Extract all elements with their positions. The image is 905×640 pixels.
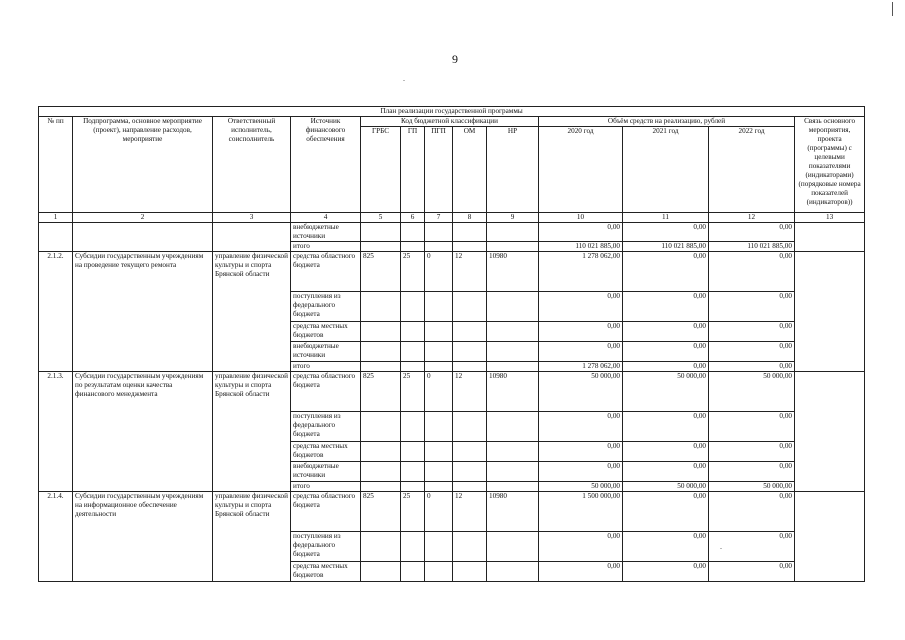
scan-dot [403,80,405,81]
indicator-link-cell [795,252,865,372]
column-number: 11 [623,213,709,223]
header-budget-code-group: Код бюджетной классификации [361,117,539,127]
code-pgp [425,412,453,442]
column-number: 6 [401,213,425,223]
total-2022: 0,00 [709,362,795,372]
responsible-executor: управление физической культуры и спорта Брянской области [213,372,291,492]
code-gp: 25 [401,492,425,532]
header-number: № пп [39,117,73,213]
source-cell: средства местных бюджетов [291,442,361,462]
source-cell: средства областного бюджета [291,492,361,532]
code-om: 12 [453,372,487,412]
code-pgp [425,322,453,342]
source-cell: средства местных бюджетов [291,322,361,342]
code-gp: 25 [401,252,425,292]
amount-2021: 0,00 [623,252,709,292]
code-nr [487,412,539,442]
amount-2020: 0,00 [539,562,623,582]
total-2021: 0,00 [623,362,709,372]
column-number: 9 [487,213,539,223]
total-label: итого [291,242,361,252]
code-grbs [361,412,401,442]
header-pgp: ПГП [425,127,453,213]
table-row [39,223,865,242]
source-cell: внебюджетные источники [291,223,361,242]
activity-name: Субсидии государственным учреждениям на проведение текущего ремонта [73,252,213,372]
amount-2020: 0,00 [539,462,623,482]
source-cell: внебюджетные источники [291,462,361,482]
source-cell: внебюджетные источники [291,342,361,362]
code-grbs: 825 [361,492,401,532]
header-program: Подпрограмма, основное мероприятие (проект), направление расходов, мероприятие [73,117,213,213]
header-indicator-link: Связь основного мероприятия, проекта (программы) с целевыми показателями (индикаторами) (порядковые номера показателей (индикаторов)) [795,117,865,213]
total-2022: 110 021 885,00 [709,242,795,252]
amount-2020: 0,00 [539,342,623,362]
column-number: 10 [539,213,623,223]
code-pgp [425,442,453,462]
table-title: План реализации государственной программы [39,107,865,117]
total-label: итого [291,482,361,492]
code-pgp [425,562,453,582]
total-2021: 110 021 885,00 [623,242,709,252]
amount-2021: 0,00 [623,342,709,362]
code-nr: 10980 [487,492,539,532]
amount-2022: 0,00 [709,292,795,322]
code-nr [487,342,539,362]
code-grbs: 825 [361,372,401,412]
header-gp: ГП [401,127,425,213]
code-om [453,292,487,322]
code-grbs [361,532,401,562]
indicator-link-cell [795,372,865,492]
code-om [453,412,487,442]
code-gp: 25 [401,372,425,412]
column-number: 7 [425,213,453,223]
code-om [453,322,487,342]
column-number: 13 [795,213,865,223]
column-number: 4 [291,213,361,223]
code-pgp: 0 [425,492,453,532]
amount-2020: 1 500 000,00 [539,492,623,532]
amount-2022: 0,00 [709,462,795,482]
code-grbs [361,292,401,322]
column-number-row [39,213,865,223]
amount-2022: 0,00 [709,252,795,292]
amount-2021: 0,00 [623,292,709,322]
table-row [39,252,865,292]
header-2021: 2021 год [623,127,709,213]
code-nr [487,292,539,322]
total-2020: 1 278 062,00 [539,362,623,372]
header-om: ОМ [453,127,487,213]
amount-2022: 50 000,00 [709,372,795,412]
code-om: 12 [453,252,487,292]
amount-2022: 0,00 [709,342,795,362]
code-gp [401,342,425,362]
amount-2022: 0,00 [709,562,795,582]
code-grbs: 825 [361,252,401,292]
column-number: 2 [73,213,213,223]
table-header [39,107,865,213]
column-number: 1 [39,213,73,223]
code-grbs [361,462,401,482]
code-pgp: 0 [425,252,453,292]
amount-2022: 0,00 [709,492,795,532]
column-number: 5 [361,213,401,223]
header-grbs: ГРБС [361,127,401,213]
code-gp [401,532,425,562]
source-cell: поступления из федерального бюджета [291,412,361,442]
amount-2020: 0,00 [539,223,623,242]
row-number: 2.1.3. [39,372,73,492]
header-2022: 2022 год [709,127,795,213]
responsible-executor: управление физической культуры и спорта Брянской области [213,492,291,582]
code-om [453,342,487,362]
column-number: 12 [709,213,795,223]
row-number: 2.1.4. [39,492,73,582]
amount-2021: 0,00 [623,532,709,562]
scan-edge-mark [892,2,893,16]
total-2020: 50 000,00 [539,482,623,492]
program-plan-table [38,106,865,582]
code-pgp [425,532,453,562]
code-gp [401,442,425,462]
amount-2021: 0,00 [623,562,709,582]
amount-2021: 50 000,00 [623,372,709,412]
code-pgp [425,342,453,362]
amount-2020: 0,00 [539,532,623,562]
table-body [39,213,865,582]
amount-2021: 0,00 [623,412,709,442]
code-om [453,562,487,582]
header-volume-group: Объём средств на реализацию, рублей [539,117,795,127]
code-pgp [425,462,453,482]
amount-2022: 0,00 [709,412,795,442]
code-grbs [361,562,401,582]
amount-2020: 1 278 062,00 [539,252,623,292]
code-gp [401,562,425,582]
source-cell: поступления из федерального бюджета [291,292,361,322]
code-nr [487,442,539,462]
amount-2022: 0,00 [709,532,795,562]
header-responsible: Ответственный исполнитель, соисполнитель [213,117,291,213]
amount-2022: 0,00 [709,442,795,462]
amount-2020: 0,00 [539,442,623,462]
amount-2020: 0,00 [539,412,623,442]
table-row [39,372,865,412]
amount-2020: 50 000,00 [539,372,623,412]
total-2022: 50 000,00 [709,482,795,492]
amount-2021: 0,00 [623,322,709,342]
header-2020: 2020 год [539,127,623,213]
code-nr: 10980 [487,252,539,292]
code-gp [401,462,425,482]
code-gp [401,292,425,322]
code-gp [401,412,425,442]
code-nr: 10980 [487,372,539,412]
total-2021: 50 000,00 [623,482,709,492]
amount-2021: 0,00 [623,492,709,532]
code-om: 12 [453,492,487,532]
amount-2020: 0,00 [539,322,623,342]
amount-2022: 0,00 [709,322,795,342]
code-nr [487,462,539,482]
responsible-executor: управление физической культуры и спорта Брянской области [213,252,291,372]
code-pgp: 0 [425,372,453,412]
amount-2021: 0,00 [623,442,709,462]
code-om [453,442,487,462]
code-grbs [361,342,401,362]
indicator-link-cell [795,492,865,582]
total-2020: 110 021 885,00 [539,242,623,252]
total-label: итого [291,362,361,372]
row-number: 2.1.2. [39,252,73,372]
amount-2021: 0,00 [623,462,709,482]
code-grbs [361,322,401,342]
code-nr [487,562,539,582]
column-number: 8 [453,213,487,223]
amount-2020: 0,00 [539,292,623,322]
code-pgp [425,292,453,322]
code-nr [487,532,539,562]
header-nr: НР [487,127,539,213]
table-row [39,492,865,532]
activity-name: Субсидии государственным учреждениям по результатам оценки качества финансового менеджмента [73,372,213,492]
source-cell: поступления из федерального бюджета [291,532,361,562]
code-grbs [361,442,401,462]
source-cell: средства местных бюджетов [291,562,361,582]
code-gp [401,322,425,342]
amount-2021: 0,00 [623,223,709,242]
source-cell: средства областного бюджета [291,372,361,412]
source-cell: средства областного бюджета [291,252,361,292]
code-om [453,532,487,562]
page-number: 9 [452,52,458,66]
amount-2022: 0,00 [709,223,795,242]
header-source: Источник финансового обеспечения [291,117,361,213]
code-nr [487,322,539,342]
code-om [453,462,487,482]
activity-name: Субсидии государственным учреждениям на информационное обеспечение деятельности [73,492,213,582]
column-number: 3 [213,213,291,223]
